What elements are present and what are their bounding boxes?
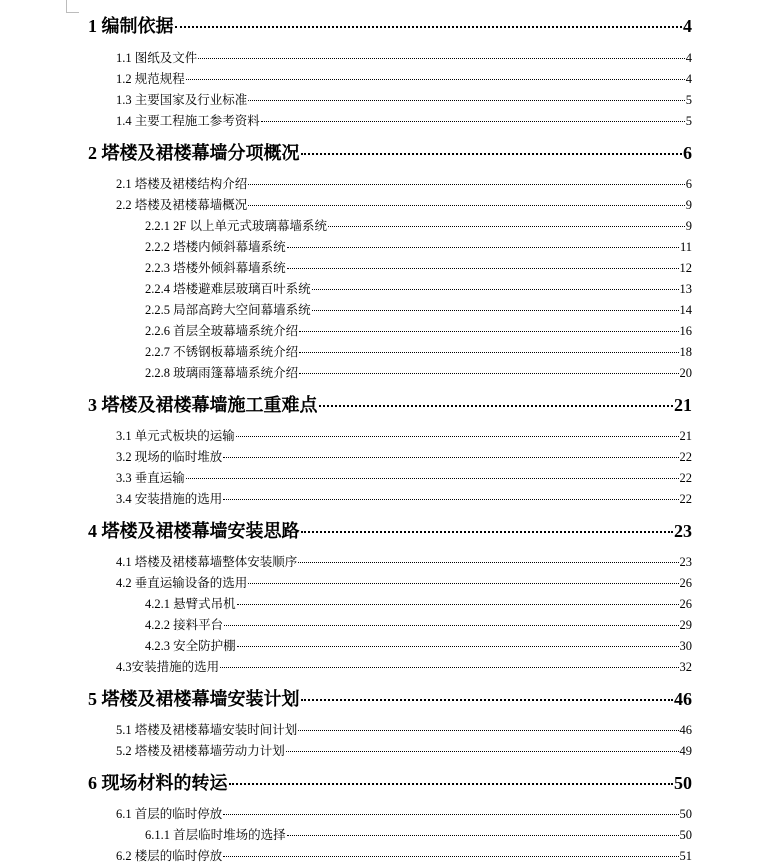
toc-entry-level1[interactable] <box>88 395 692 416</box>
toc-leader-dots <box>248 184 684 185</box>
toc-entry-page: 4 <box>685 72 692 86</box>
toc-entry-title: 1.4 主要工程施工参考资料 <box>116 114 260 128</box>
toc-entry-level2[interactable] <box>116 555 692 569</box>
toc-entry-title: 6.1 首层的临时停放 <box>116 807 223 821</box>
toc-entry-title: 1.2 规范规程 <box>116 72 185 86</box>
toc-entry-title: 2.2.7 不锈钢板幕墙系统介绍 <box>145 345 299 359</box>
toc-entry-page: 5 <box>685 93 692 107</box>
toc-entry-level2[interactable] <box>116 660 692 674</box>
toc-leader-dots <box>261 121 685 122</box>
toc-leader-dots <box>223 499 678 500</box>
toc-entry-level2[interactable] <box>116 51 692 65</box>
toc-entry-title: 3.2 现场的临时堆放 <box>116 450 223 464</box>
toc-entry-title: 2.2.2 塔楼内倾斜幕墙系统 <box>145 240 286 254</box>
toc-leader-dots <box>298 562 678 563</box>
toc-leader-dots <box>299 373 678 374</box>
toc-entry-title: 1.3 主要国家及行业标准 <box>116 93 248 107</box>
toc-leader-dots <box>198 58 684 59</box>
toc-entry-page: 4 <box>683 16 692 36</box>
toc-leader-dots <box>224 625 678 626</box>
toc-entry-page: 9 <box>685 198 692 212</box>
toc-entry-page: 46 <box>674 689 692 709</box>
toc-entry-page: 50 <box>674 773 692 793</box>
toc-entry-page: 18 <box>679 345 692 359</box>
toc-entry-level2[interactable] <box>116 177 692 191</box>
toc-entry-level3[interactable] <box>145 261 692 275</box>
toc-entry-title: 3 塔楼及裙楼幕墙施工重难点 <box>88 395 318 415</box>
toc-entry-page: 4 <box>685 51 692 65</box>
toc-leader-dots <box>237 646 679 647</box>
toc-entry-page: 26 <box>679 597 692 611</box>
toc-entry-page: 50 <box>679 807 692 821</box>
toc-entry-page: 6 <box>685 177 692 191</box>
toc-leader-dots <box>223 814 678 815</box>
toc-entry-page: 50 <box>679 828 692 842</box>
toc-leader-dots <box>236 436 679 437</box>
toc-leader-dots <box>299 331 678 332</box>
toc-entry-level3[interactable] <box>145 240 692 254</box>
toc-entry-title: 3.3 垂直运输 <box>116 471 185 485</box>
toc-entry-title: 4.2.1 悬臂式吊机 <box>145 597 236 611</box>
toc-entry-level3[interactable] <box>145 618 692 632</box>
toc-entry-level1[interactable] <box>88 16 692 37</box>
toc-leader-dots <box>328 226 685 227</box>
toc-entry-page: 20 <box>679 366 692 380</box>
toc-entry-page: 51 <box>679 849 692 863</box>
toc-entry-level2[interactable] <box>116 114 692 128</box>
toc-leader-dots <box>299 352 678 353</box>
toc-entry-level3[interactable] <box>145 219 692 233</box>
toc-entry-title: 2.2.6 首层全玻幕墙系统介绍 <box>145 324 299 338</box>
toc-entry-page: 21 <box>679 429 692 443</box>
toc-entry-level3[interactable] <box>145 366 692 380</box>
toc-leader-dots <box>248 583 678 584</box>
toc-leader-dots <box>301 531 674 533</box>
toc-leader-dots <box>301 699 674 701</box>
toc-leader-dots <box>229 783 674 785</box>
toc-entry-level2[interactable] <box>116 72 692 86</box>
toc-entry-title: 4.1 塔楼及裙楼幕墙整体安装顺序 <box>116 555 298 569</box>
toc-entry-level2[interactable] <box>116 744 692 758</box>
toc-entry-title: 3.1 单元式板块的运输 <box>116 429 235 443</box>
toc-entry-level2[interactable] <box>116 576 692 590</box>
toc-entry-level2[interactable] <box>116 807 692 821</box>
toc-leader-dots <box>301 153 683 155</box>
toc-leader-dots <box>319 405 674 407</box>
toc-entry-level3[interactable] <box>145 639 692 653</box>
toc-entry-level2[interactable] <box>116 450 692 464</box>
toc-entry-level3[interactable] <box>145 282 692 296</box>
toc-entry-title: 4.2 垂直运输设备的选用 <box>116 576 248 590</box>
toc-entry-title: 4.2.2 接料平台 <box>145 618 224 632</box>
toc-entry-title: 2.2.1 2F 以上单元式玻璃幕墙系统 <box>145 219 327 233</box>
toc-entry-page: 29 <box>679 618 692 632</box>
toc-entry-page: 11 <box>679 240 692 254</box>
toc-entry-level1[interactable] <box>88 689 692 710</box>
toc-entry-title: 5.1 塔楼及裙楼幕墙安装时间计划 <box>116 723 298 737</box>
toc-leader-dots <box>223 457 678 458</box>
toc-entry-page: 21 <box>674 395 692 415</box>
toc-entry-page: 23 <box>679 555 692 569</box>
toc-entry-page: 30 <box>679 639 692 653</box>
toc-leader-dots <box>248 100 684 101</box>
toc-entry-page: 22 <box>679 492 692 506</box>
toc-entry-title: 2.2.4 塔楼避难层玻璃百叶系统 <box>145 282 311 296</box>
toc-entry-page: 26 <box>679 576 692 590</box>
toc-entry-page: 22 <box>679 471 692 485</box>
toc-entry-level3[interactable] <box>145 303 692 317</box>
toc-entry-page: 5 <box>685 114 692 128</box>
toc-entry-title: 3.4 安装措施的选用 <box>116 492 223 506</box>
toc-entry-title: 5 塔楼及裙楼幕墙安装计划 <box>88 689 300 709</box>
toc-entry-level2[interactable] <box>116 492 692 506</box>
toc-entry-title: 4.2.3 安全防护棚 <box>145 639 236 653</box>
toc-entry-title: 6 现场材料的转运 <box>88 773 228 793</box>
toc-entry-level3[interactable] <box>145 345 692 359</box>
toc-entry-title: 2.2.3 塔楼外倾斜幕墙系统 <box>145 261 286 275</box>
toc-entry-level3[interactable] <box>145 828 692 842</box>
toc-leader-dots <box>287 247 679 248</box>
toc-entry-level2[interactable] <box>116 471 692 485</box>
toc-entry-title: 5.2 塔楼及裙楼幕墙劳动力计划 <box>116 744 285 758</box>
toc-entry-page: 22 <box>679 450 692 464</box>
toc-entry-page: 14 <box>679 303 692 317</box>
toc-entry-title: 6.1.1 首层临时堆场的选择 <box>145 828 286 842</box>
toc-leader-dots <box>186 79 685 80</box>
toc-entry-page: 46 <box>679 723 692 737</box>
toc-leader-dots <box>287 835 679 836</box>
toc-entry-level2[interactable] <box>116 429 692 443</box>
toc-leader-dots <box>223 856 678 857</box>
toc-entry-page: 23 <box>674 521 692 541</box>
toc-entry-level2[interactable] <box>116 93 692 107</box>
toc-entry-title: 1 编制依据 <box>88 16 174 36</box>
toc-leader-dots <box>175 26 683 28</box>
toc-leader-dots <box>248 205 684 206</box>
toc-entry-title: 4 塔楼及裙楼幕墙安装思路 <box>88 521 300 541</box>
toc-leader-dots <box>286 751 679 752</box>
toc-leader-dots <box>237 604 679 605</box>
toc-entry-page: 13 <box>679 282 692 296</box>
toc-entry-title: 2 塔楼及裙楼幕墙分项概况 <box>88 143 300 163</box>
toc-entry-title: 2.2.5 局部高跨大空间幕墙系统 <box>145 303 311 317</box>
toc-leader-dots <box>220 667 678 668</box>
toc-entry-page: 32 <box>679 660 692 674</box>
toc-entry-page: 12 <box>679 261 692 275</box>
toc-entry-title: 2.1 塔楼及裙楼结构介绍 <box>116 177 248 191</box>
toc-leader-dots <box>298 730 678 731</box>
toc-leader-dots <box>186 478 679 479</box>
toc-entry-level1[interactable] <box>88 143 692 164</box>
toc-entry-page: 6 <box>683 143 692 163</box>
toc-entry-title: 1.1 图纸及文件 <box>116 51 198 65</box>
toc-entry-level2[interactable] <box>116 198 692 212</box>
toc-entry-title: 2.2.8 玻璃雨篷幕墙系统介绍 <box>145 366 299 380</box>
toc-leader-dots <box>312 289 679 290</box>
toc-entry-level2[interactable] <box>116 849 692 863</box>
toc-entry-title: 6.2 楼层的临时停放 <box>116 849 223 863</box>
toc-entry-level1[interactable] <box>88 773 692 794</box>
toc-entry-level1[interactable] <box>88 521 692 542</box>
toc-entry-level3[interactable] <box>145 597 692 611</box>
toc-entry-title: 4.3安装措施的选用 <box>116 660 220 674</box>
toc-leader-dots <box>312 310 679 311</box>
toc-entry-page: 9 <box>685 219 692 233</box>
toc-entry-level3[interactable] <box>145 324 692 338</box>
toc-entry-page: 49 <box>679 744 692 758</box>
toc-entry-title: 2.2 塔楼及裙楼幕墙概况 <box>116 198 248 212</box>
toc-leader-dots <box>287 268 679 269</box>
toc-entry-level2[interactable] <box>116 723 692 737</box>
toc-entry-page: 16 <box>679 324 692 338</box>
